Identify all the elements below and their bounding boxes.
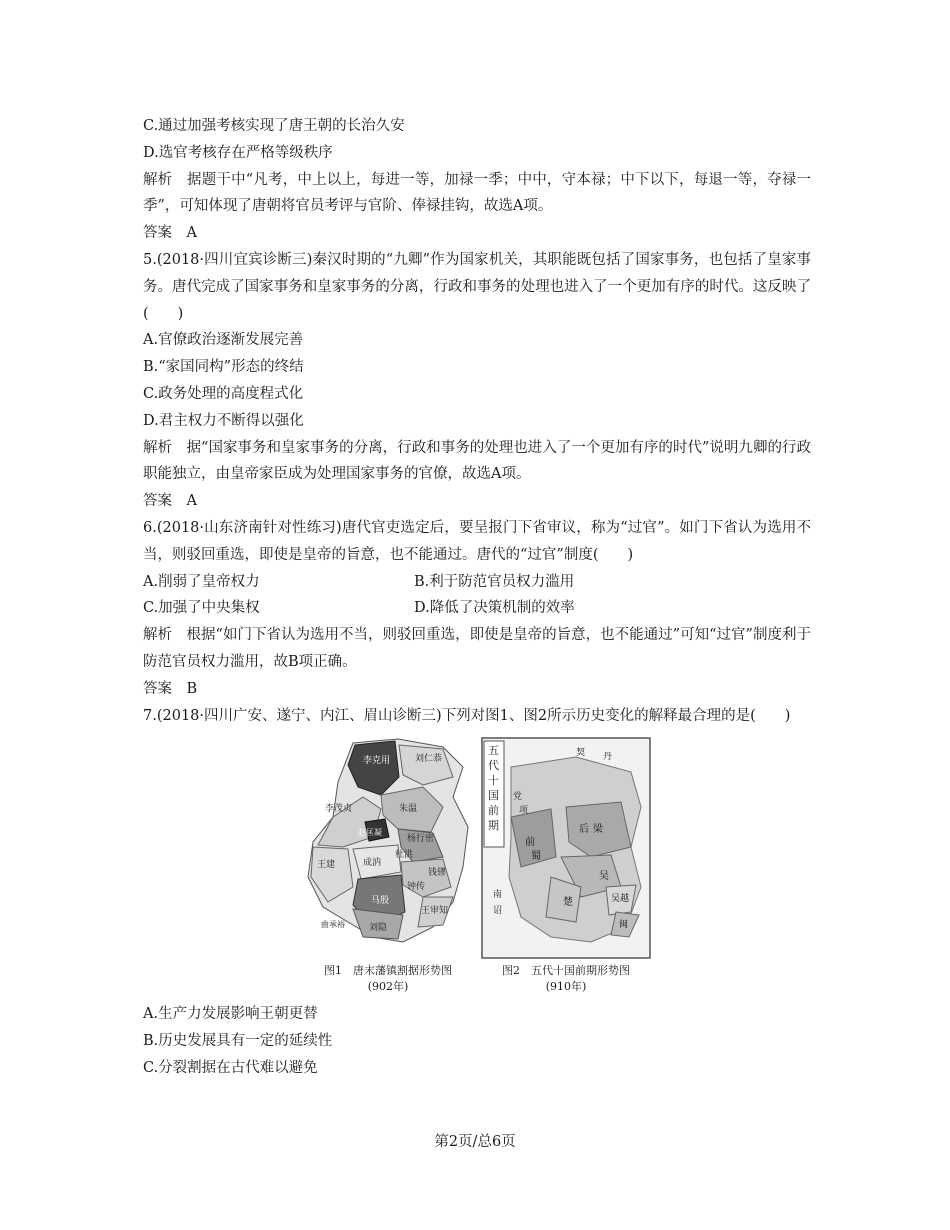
- q5-option-c: C.政务处理的高度程式化: [143, 385, 304, 402]
- q4-option-c: C.通过加强考核实现了唐王朝的长治久安: [143, 118, 405, 134]
- fig2-label-min: 闽: [619, 920, 629, 931]
- figure-2: [481, 737, 651, 995]
- fig2-label-hou: 后: [579, 824, 589, 836]
- figure-2-year: (910年): [545, 980, 587, 994]
- fig1-label-qu-chengyu: 曲承裕: [321, 920, 345, 930]
- q5-option-b: B.“家国同构”形态的终结: [143, 359, 304, 376]
- fig2-label-qi: 契: [576, 748, 586, 759]
- fig1-label-wang-jian: 王建: [317, 860, 336, 871]
- q4-option-d: D.选官考核存在严格等级秩序: [143, 144, 333, 161]
- q7-option-a: A.生产力发展影响王朝更替: [143, 1006, 318, 1023]
- q6-answer: 答案 B: [143, 680, 198, 697]
- fig2-label-dan: 丹: [603, 752, 613, 763]
- fig2-label-nan: 南: [493, 890, 503, 901]
- fig1-label-li-keyong: 李克用: [363, 756, 391, 767]
- fig2-label-wu: 吴: [599, 871, 609, 883]
- fig2-label-chu: 楚: [563, 897, 573, 909]
- fig1-label-liu-rengong: 刘仁恭: [415, 754, 443, 765]
- fig2-label-dang: 党: [513, 792, 523, 803]
- page-footer: 第2页/总6页: [434, 1134, 516, 1150]
- q6-analysis: 解析 根据“如门下省认为选用不当，则驳回重选，即使是皇帝的旨意，也不能通过”可知“过官”制度利于防范官员权力滥用，故B项正确。: [143, 627, 811, 670]
- q7-option-b: B.历史发展具有一定的延续性: [143, 1033, 333, 1050]
- fig2-label-zhao: 诏: [493, 906, 503, 917]
- document-body: [143, 113, 811, 1082]
- q7-stem: 7.(2018·四川广安、遂宁、内江、眉山诊断三)下列对图1、图2所示历史变化的解释最合理的是( ): [143, 707, 791, 724]
- svg-text:五 代 十: 五 代 十 国 前 期: [488, 744, 499, 833]
- q7-figures: [143, 737, 811, 995]
- figure-1: [303, 737, 473, 995]
- q5-stem: 5.(2018·四川宜宾诊断三)秦汉时期的“九卿”作为国家机关，其职能既包括了国家事务，也包括了皇家事务。唐代完成了国家事务和皇家事务的分离，行政和事务的处理也进入了一个更加有序的时代。这反映了( ): [143, 251, 811, 322]
- fig1-label-yang-xingmi: 杨行密: [407, 834, 435, 845]
- figure-2-map: [481, 737, 651, 959]
- figure-1-year: (902年): [367, 980, 409, 994]
- fig2-label-xiang: 项: [519, 806, 529, 817]
- q6-option-d: D.降低了决策机制的效率: [414, 600, 575, 617]
- fig1-label-wang-shenzhi: 王审知: [421, 906, 449, 917]
- q4-analysis: 解析 据题干中“凡考，中上以上，每进一等，加禄一季；中中，守本禄；中下以下，每退一等，夺禄一季”，可知体现了唐朝将官员考评与官阶、俸禄挂钩，故选A项。: [143, 171, 811, 215]
- fig2-label-liang: 梁: [593, 824, 603, 836]
- fig1-label-zhao-kuangning: 赵匡凝: [358, 828, 382, 838]
- figure-1-map: [303, 737, 473, 959]
- fig2-label-shu: 蜀: [531, 851, 541, 863]
- fig1-label-cheng-rui: 成汭: [363, 858, 382, 869]
- fig1-label-ma-yin: 马殷: [371, 896, 390, 907]
- q6-option-c: C.加强了中央集权: [143, 600, 260, 617]
- q6-option-a: A.削弱了皇帝权力: [143, 573, 260, 590]
- fig1-label-zhong-chuan: 钟传: [407, 882, 426, 893]
- q5-option-d: D.君主权力不断得以强化: [143, 412, 304, 429]
- fig2-label-wuyue: 吴越: [611, 894, 630, 905]
- q5-answer: 答案 A: [143, 493, 197, 510]
- q6-stem: 6.(2018·山东济南针对性练习)唐代官吏选定后，要呈报门下省审议，称为“过官”。如门下省认为选用不当，则驳回重选，即使是皇帝的旨意，也不能通过。唐代的“过官”制度( ): [143, 519, 811, 563]
- fig1-label-zhu-wen: 朱温: [399, 804, 418, 815]
- q6-option-b: B.利于防范官员权力滥用: [414, 573, 575, 590]
- q6-options-row-1: [143, 569, 811, 596]
- fig1-label-du-hong: 杜洪: [395, 850, 414, 861]
- figure-2-caption: 图2 五代十国前期形势图: [502, 964, 630, 978]
- fig1-label-qian-liu: 钱镠: [428, 868, 447, 879]
- q5-analysis: 解析 据“国家事务和皇家事务的分离，行政和事务的处理也进入了一个更加有序的时代”说明九卿的行政职能独立，由皇帝家臣成为处理国家事务的官僚，故选A项。: [143, 439, 811, 483]
- fig1-label-li-maozhen: 李茂贞: [325, 804, 353, 815]
- q6-options-row-2: [143, 595, 811, 622]
- q4-answer: 答案 A: [143, 225, 197, 242]
- figure-1-caption: 图1 唐末藩镇割据形势图: [324, 964, 452, 978]
- fig2-label-qian: 前: [525, 837, 535, 849]
- q5-option-a: A.官僚政治逐渐发展完善: [143, 332, 304, 349]
- q7-option-c: C.分裂割据在古代难以避免: [143, 1059, 318, 1076]
- fig1-label-liu-yin: 刘隐: [369, 923, 388, 934]
